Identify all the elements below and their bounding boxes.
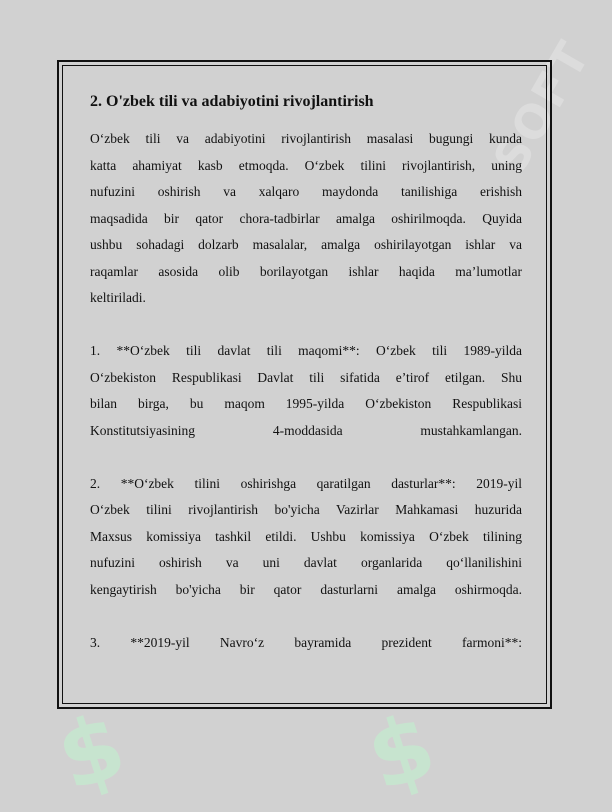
watermark-logo-bottom-left: $ (45, 692, 138, 812)
text-line: maqsadida bir qator chora-tadbirlar amalga oshirilmoqda. Quyida (90, 210, 522, 226)
section-heading: 2. O'zbek tili va adabiyotini rivojlantirish (90, 93, 374, 110)
text-line: bilan birga, bu maqom 1995-yilda O‘zbekiston Respublikasi (90, 396, 522, 411)
paragraph-item-3 (90, 630, 522, 657)
text-line: O‘zbek tili va adabiyotini rivojlantirish masalasi bugungi kunda (90, 131, 522, 146)
paragraph-item-1 (90, 338, 522, 444)
text-line: Konstitutsiyasining 4-moddasida mustahkamlangan. (90, 422, 522, 438)
text-line: 2. **O‘zbek tilini oshirishga qaratilgan dasturlar**: 2019-yil (90, 475, 522, 491)
text-line: O‘zbek tilini rivojlantirish bo'yicha Vazirlar Mahkamasi huzurida (90, 502, 522, 517)
text-line: katta ahamiyat kasb etmoqda. O‘zbek tilini rivojlantirish, uning (90, 157, 522, 173)
watermark-logo-bottom-right: $ (355, 692, 448, 812)
text-line: ushbu sohadagi dolzarb masalalar, amalga oshirilayotgan ishlar va (90, 237, 522, 252)
paragraph-intro (90, 126, 522, 312)
text-line: O‘zbekiston Respublikasi Davlat tili sifatida e’tirof etilgan. Shu (90, 369, 522, 385)
text-line: Maxsus komissiya tashkil etildi. Ushbu komissiya O‘zbek tilining (90, 528, 522, 544)
watermark-text-right: SOFT (482, 31, 601, 183)
text-line: nufuzini oshirish va uni davlat organlarida qo‘llanilishini (90, 555, 522, 570)
document-body (90, 92, 522, 656)
paragraph-item-2 (90, 471, 522, 604)
text-line: raqamlar asosida olib borilayotgan ishlar haqida ma’lumotlar (90, 263, 522, 279)
text-line: kengaytirish bo'yicha bir qator dasturlarni amalga oshirmoqda. (90, 581, 522, 597)
text-line: keltiriladi. (90, 290, 146, 305)
text-line: 1. **O‘zbek tili davlat tili maqomi**: O‘zbek tili 1989-yilda (90, 343, 522, 358)
text-line: nufuzini oshirish va xalqaro maydonda tanilishiga erishish (90, 184, 522, 199)
text-line: 3. **2019-yil Navro‘z bayramida prezident farmoni**: (90, 634, 522, 650)
